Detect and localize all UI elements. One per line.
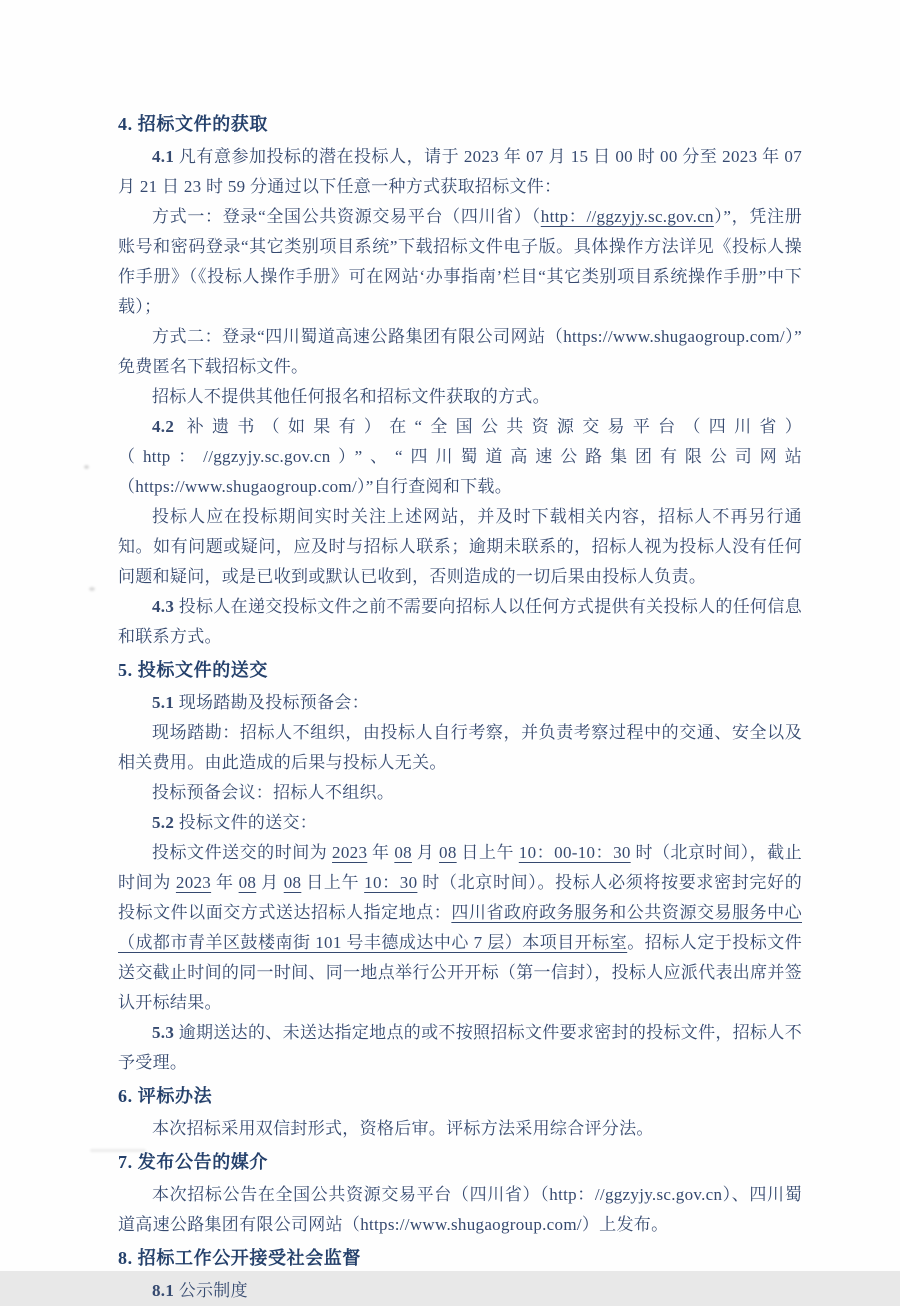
underlined-text: 08 — [238, 873, 257, 892]
text-segment: 投标文件送交的时间为 — [152, 843, 333, 862]
clause-number: 5.1 — [152, 693, 179, 712]
paragraph — [118, 412, 802, 502]
section-7-heading — [118, 1146, 802, 1179]
paragraph — [118, 202, 802, 322]
underlined-text: 10：30 — [364, 873, 418, 892]
clause-number: 4.2 — [152, 417, 187, 436]
underlined-text: 2023 — [332, 843, 368, 862]
paragraph — [118, 322, 807, 382]
paragraph — [118, 142, 807, 202]
paragraph — [118, 1276, 802, 1306]
underlined-text: 10：00-10：30 — [518, 843, 631, 862]
section-8-heading — [118, 1242, 802, 1275]
document-body — [118, 106, 807, 1306]
paragraph — [118, 1180, 802, 1240]
text-segment: 8. 招标工作公开接受社会监督 — [118, 1248, 361, 1268]
clause-number: 5.3 — [152, 1023, 179, 1042]
text-segment: 月 — [411, 843, 440, 862]
paragraph — [118, 502, 802, 592]
paragraph — [118, 592, 802, 652]
text-segment: 月 — [256, 873, 284, 892]
paragraph — [118, 1114, 802, 1144]
paragraph — [118, 838, 802, 1018]
underlined-text: 08 — [394, 843, 412, 862]
text-segment: 投标人在递交投标文件之前不需要向招标人以任何方式提供有关投标人的任何信息和联系方式。 — [118, 597, 802, 646]
text-segment: 年 — [211, 873, 239, 892]
underlined-text: 四川省政府政务服务和公共资源交易服务中心（成都市青羊区鼓楼南街 101 号丰德成达中心 7 层）本项目开标室 — [118, 903, 803, 952]
paragraph — [118, 688, 802, 718]
text-segment: 4. 招标文件的获取 — [118, 114, 268, 134]
text-segment: 日上午 — [456, 843, 519, 862]
text-segment: 。招标人定于投标文件送交截止时间的同一时间、同一地点举行公开开标（第一信封），投标人应派代表出席并签认开标结果。 — [118, 933, 803, 1012]
clause-number: 5.2 — [152, 813, 179, 832]
paragraph — [118, 382, 802, 412]
text-segment: 补遗书（如果有）在“全国公共资源交易平台（四川省）（http：//ggzyjy.sc.gov.cn）”、“四川蜀道高速公路集团有限公司网站（https://www.shugaogroup.com/）”自行查阅和下载。 — [118, 417, 803, 496]
text-segment: 方式二：登录“四川蜀道高速公路集团有限公司网站（https://www.shugaogroup.com/）” 免费匿名下载招标文件。 — [118, 327, 807, 376]
paragraph — [118, 808, 802, 838]
scan-artifact — [90, 1149, 146, 1152]
paragraph — [118, 718, 802, 778]
text-segment: 7. 发布公告的媒介 — [118, 1152, 268, 1172]
text-segment: 投标人应在投标期间实时关注上述网站，并及时下载相关内容，招标人不再另行通知。如有问题或疑问，应及时与招标人联系；逾期未联系的，招标人视为投标人没有任何问题和疑问，或是已收到或默认已收到，否则造成的一切后果由投标人负责。 — [118, 507, 802, 586]
text-segment: 5. 投标文件的送交 — [118, 660, 268, 680]
text-segment: 公示制度 — [178, 1281, 248, 1300]
clause-number: 8.1 — [152, 1281, 179, 1300]
clause-number: 4.1 — [152, 147, 179, 166]
text-segment: 6. 评标办法 — [118, 1086, 213, 1106]
text-segment: 方式一：登录“全国公共资源交易平台（四川省）（ — [152, 207, 541, 226]
text-segment: 时（北京时间），截止时间为 — [118, 843, 802, 892]
paragraph — [118, 778, 802, 808]
underlined-text: 08 — [283, 873, 302, 892]
scan-artifact — [89, 587, 95, 591]
text-segment: 时（北京时间）。投标人必须将按要求密封完好的投标文件以面交方式送达招标人指定地点： — [118, 873, 803, 922]
underlined-text: 08 — [439, 843, 457, 862]
clause-number: 4.3 — [152, 597, 179, 616]
paragraph — [118, 1018, 802, 1078]
text-segment: 日上午 — [301, 873, 365, 892]
underlined-text: 2023 — [175, 873, 212, 892]
section-4-heading — [118, 108, 802, 141]
text-segment: 本次招标采用双信封形式，资格后审。评标方法采用综合评分法。 — [152, 1119, 654, 1138]
section-6-heading — [118, 1080, 802, 1113]
text-segment: 投标文件的送交： — [178, 813, 318, 832]
text-segment: 现场踏勘：招标人不组织，由投标人自行考察，并负责考察过程中的交通、安全以及相关费用。由此造成的后果与投标人无关。 — [118, 723, 802, 772]
text-segment: 投标预备会议：招标人不组织。 — [152, 783, 395, 802]
section-5-heading — [118, 654, 802, 687]
text-segment: 招标人不提供其他任何报名和招标文件获取的方式。 — [152, 387, 550, 406]
text-segment: 逾期送达的、未送达指定地点的或不按照招标文件要求密封的投标文件，招标人不予受理。 — [118, 1023, 802, 1072]
text-segment: 现场踏勘及投标预备会： — [178, 693, 370, 712]
text-segment: 凡有意参加投标的潜在投标人，请于 2023 年 07 月 15 日 00 时 00 分至 2023 年 07 月 21 日 23 时 59 分通过以下任意一种方式获取招标文件： — [118, 147, 807, 196]
underlined-text: http：//ggzyjy.sc.gov.cn — [540, 207, 714, 226]
text-segment: ）”，凭注册账号和密码登录“其它类别项目系统”下载招标文件电子版。具体操作方法详见《投标人操作手册》（《投标人操作手册》可在网站‘办事指南’栏目“其它类别项目系统操作手册”中下载）； — [118, 207, 802, 316]
scan-artifact — [84, 465, 89, 469]
text-segment: 本次招标公告在全国公共资源交易平台（四川省）（http：//ggzyjy.sc.gov.cn）、四川蜀道高速公路集团有限公司网站（https://www.shugaogroup.com/）上发布。 — [118, 1185, 802, 1234]
text-segment: 年 — [367, 843, 395, 862]
